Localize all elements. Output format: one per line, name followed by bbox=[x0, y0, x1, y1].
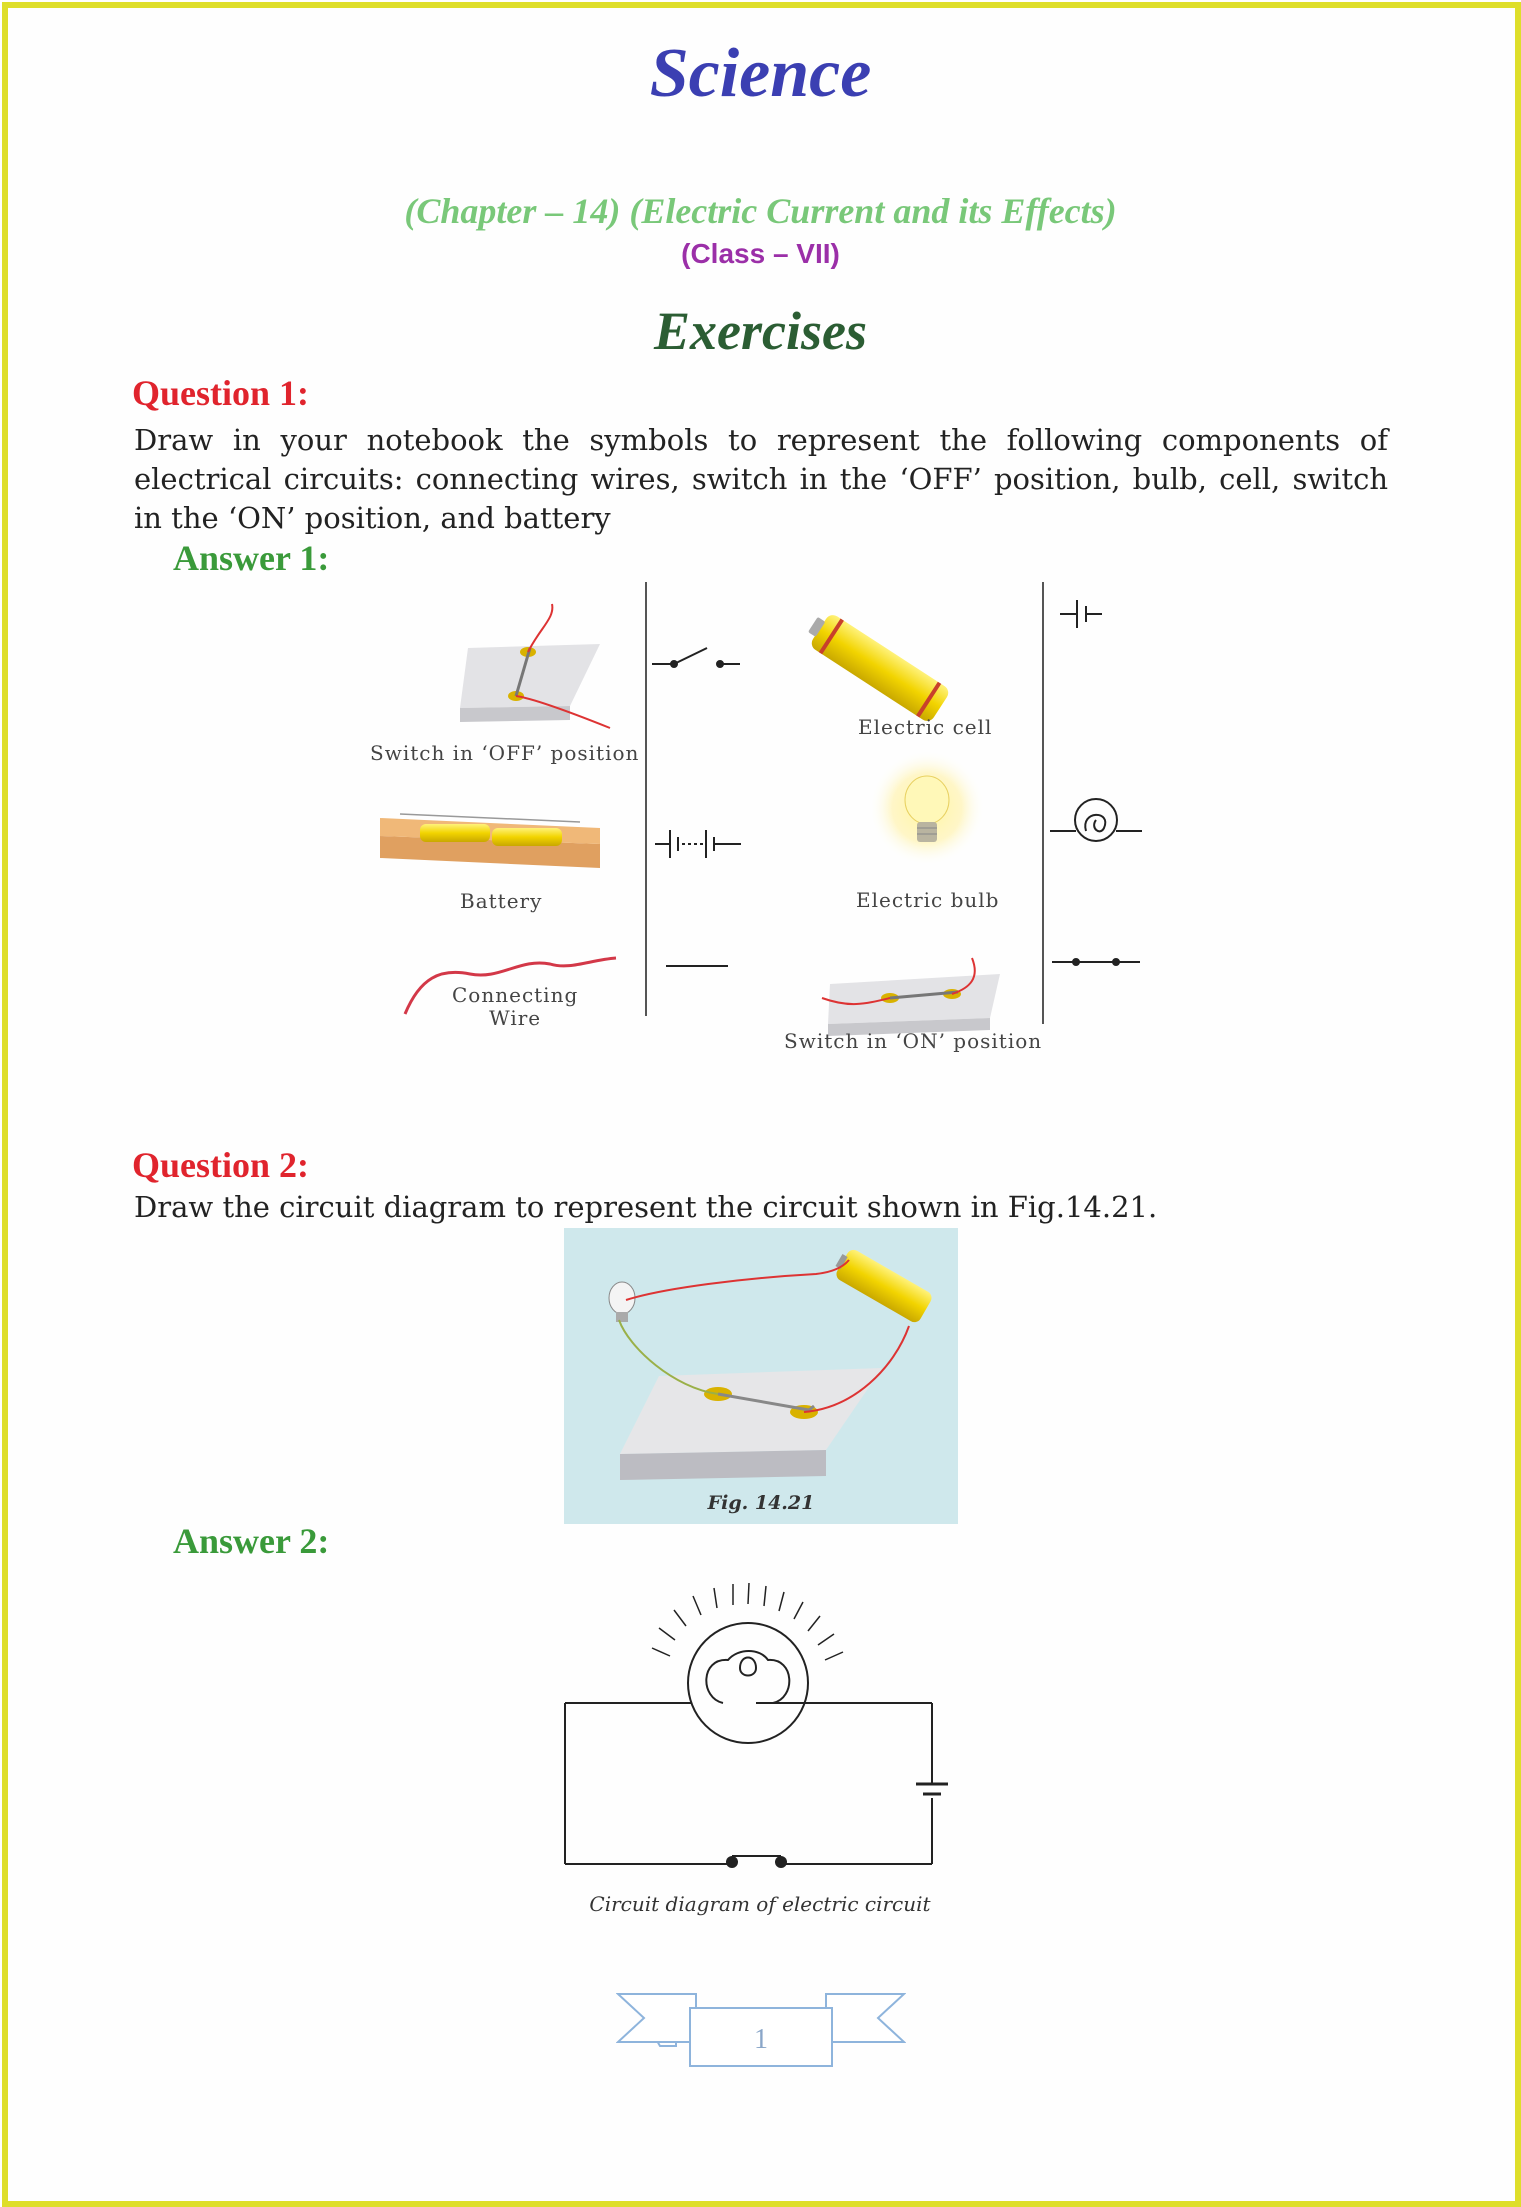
question-2-text: Draw the circuit diagram to represent the circuit shown in Fig.14.21. bbox=[134, 1190, 1158, 1224]
switch-off-symbol bbox=[652, 648, 740, 667]
label-battery: Battery bbox=[460, 889, 543, 913]
cell-symbol bbox=[1060, 600, 1102, 628]
chapter-heading: (Chapter – 14) (Electric Current and its Effects) bbox=[404, 191, 1117, 231]
battery-picture bbox=[380, 814, 600, 868]
label-switch-on: Switch in ‘ON’ position bbox=[784, 1029, 1043, 1053]
page-title: Science bbox=[649, 35, 872, 112]
battery-symbol bbox=[655, 830, 741, 858]
label-electric-cell: Electric cell bbox=[858, 715, 993, 739]
page-number-ribbon bbox=[616, 1986, 906, 2076]
bulb-symbol bbox=[1050, 799, 1142, 841]
components-figure bbox=[360, 578, 1160, 1058]
bulb-picture bbox=[869, 750, 985, 866]
figure-caption: Fig. 14.21 bbox=[707, 1492, 815, 1514]
switch-off-picture bbox=[460, 604, 610, 728]
cell-picture bbox=[802, 608, 951, 724]
label-switch-off: Switch in ‘OFF’ position bbox=[370, 741, 640, 765]
question-2-heading: Question 2: bbox=[132, 1145, 310, 1185]
label-wire-line-1: Connecting bbox=[452, 983, 579, 1007]
section-heading: Exercises bbox=[654, 301, 867, 361]
class-heading: (Class – VII) bbox=[681, 238, 840, 269]
question-1-text: Draw in your notebook the symbols to represent the following components of electrical circuits: connecting wires, switch in the ‘OFF’ position, bulb, cell, switch in the ‘ON’ position, and battery bbox=[134, 423, 1388, 535]
label-connecting-wire bbox=[452, 984, 578, 1030]
question-1-heading: Question 1: bbox=[132, 373, 310, 413]
switch-on-picture bbox=[822, 958, 1000, 1036]
answer-2-heading: Answer 2: bbox=[173, 1521, 330, 1561]
answer-1-heading: Answer 1: bbox=[173, 538, 330, 578]
page-number: 1 bbox=[754, 2024, 768, 2055]
switch-on-symbol bbox=[1052, 959, 1140, 965]
circuit-diagram bbox=[560, 1578, 960, 1948]
label-wire-line-2: Wire bbox=[489, 1006, 542, 1030]
figure-14-21-illustration bbox=[564, 1228, 958, 1524]
figure-14-21 bbox=[564, 1228, 958, 1524]
circuit-caption: Circuit diagram of electric circuit bbox=[589, 1892, 931, 1916]
label-electric-bulb: Electric bulb bbox=[856, 888, 1000, 912]
circuit-diagram-drawing bbox=[560, 1578, 960, 1898]
